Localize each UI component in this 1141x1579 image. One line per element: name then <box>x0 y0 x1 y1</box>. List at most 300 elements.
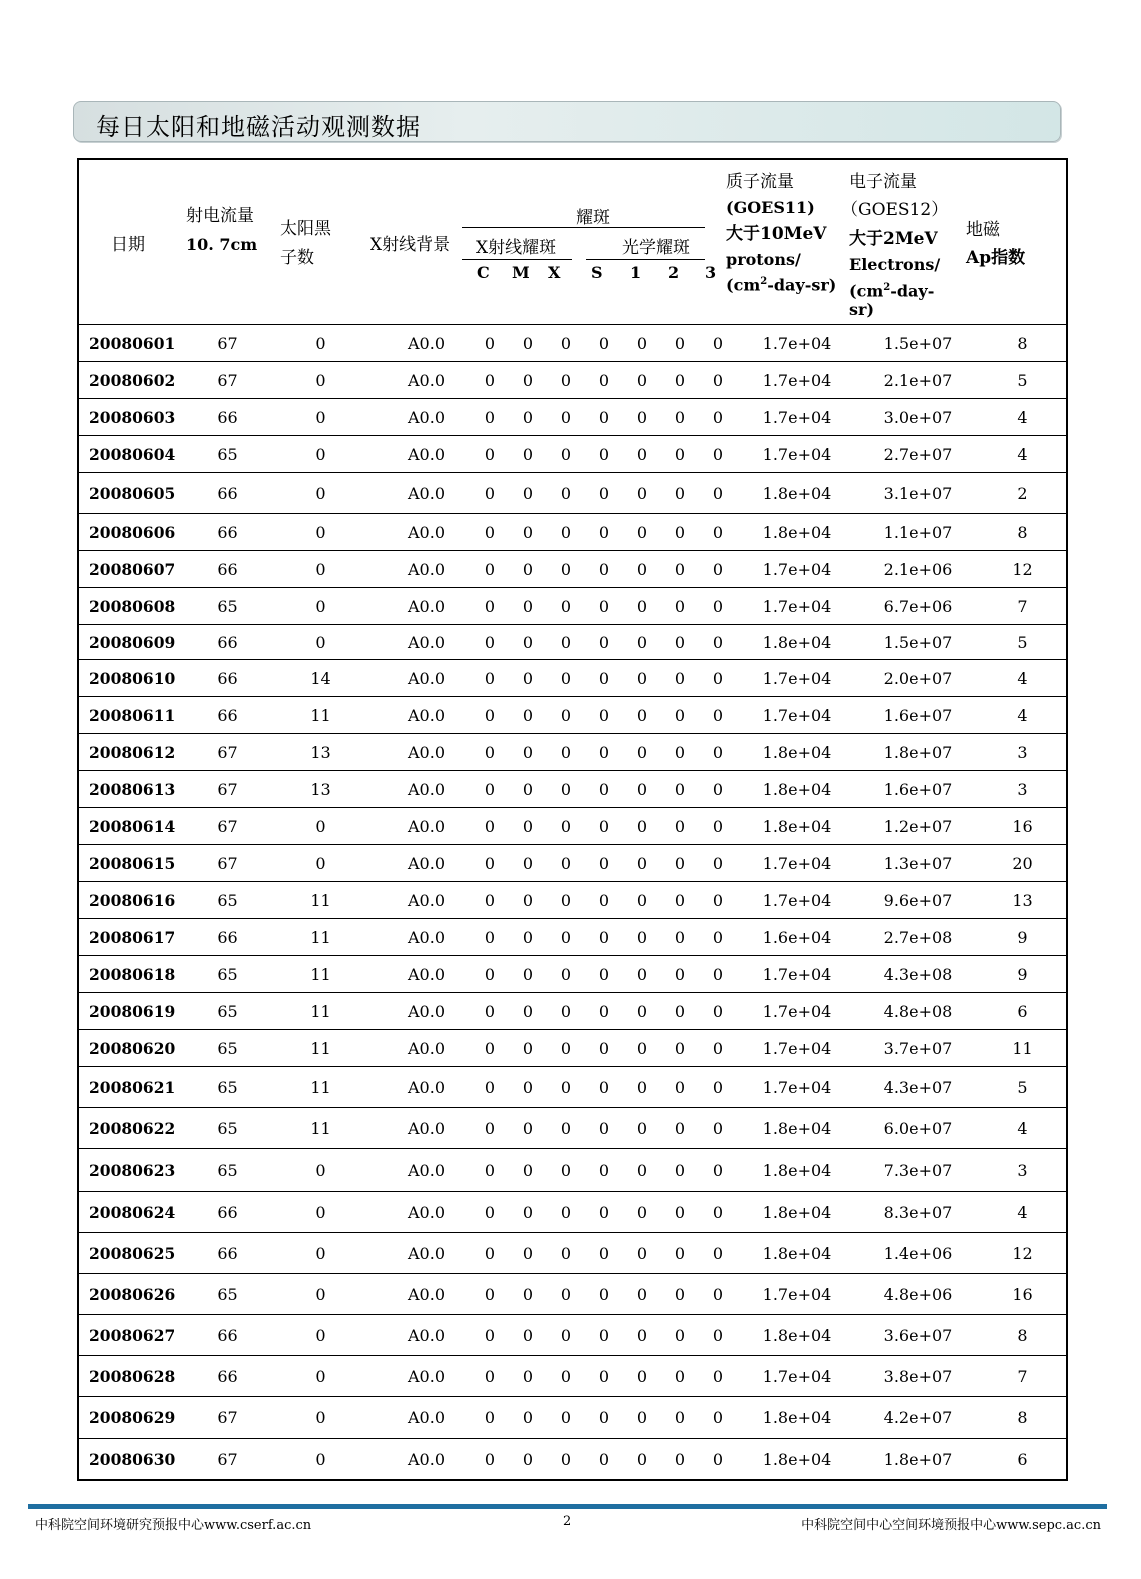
s-cell: 0 <box>585 551 623 588</box>
sunspot-cell: 11 <box>274 882 367 919</box>
header-flares: 耀斑 <box>576 208 610 228</box>
x-cell: 0 <box>547 771 585 808</box>
m-cell: 0 <box>509 1149 547 1192</box>
x-cell: 0 <box>547 1397 585 1439</box>
xray-bg-cell: A0.0 <box>367 514 471 551</box>
electron-cell: 1.8e+07 <box>857 734 979 771</box>
c-cell: 0 <box>471 362 509 399</box>
header-proton-5: $(cm^2-day-sr)$ <box>726 275 837 295</box>
flux-cell: 66 <box>181 1315 274 1356</box>
opt2-cell: 0 <box>661 1315 699 1356</box>
proton-cell: 1.8e+04 <box>737 1397 857 1439</box>
m-cell: 0 <box>509 551 547 588</box>
sunspot-cell: 0 <box>274 473 367 514</box>
c-cell: 0 <box>471 514 509 551</box>
opt1-cell: 0 <box>623 325 661 362</box>
date-cell: 20080624 <box>78 1192 181 1233</box>
date-cell: 20080626 <box>78 1274 181 1315</box>
opt3-cell: 0 <box>699 514 737 551</box>
s-cell: 0 <box>585 1067 623 1108</box>
page-number: 2 <box>563 1514 572 1529</box>
sunspot-cell: 11 <box>274 1108 367 1149</box>
date-cell: 20080602 <box>78 362 181 399</box>
table-row <box>78 919 1067 956</box>
date-cell: 20080621 <box>78 1067 181 1108</box>
sunspot-cell: 11 <box>274 993 367 1030</box>
s-cell: 0 <box>585 1030 623 1067</box>
flux-cell: 67 <box>181 1397 274 1439</box>
m-cell: 0 <box>509 1356 547 1397</box>
sunspot-cell: 0 <box>274 1149 367 1192</box>
s-cell: 0 <box>585 1397 623 1439</box>
sunspot-cell: 0 <box>274 1233 367 1274</box>
ap-cell: 4 <box>979 660 1067 697</box>
date-cell: 20080619 <box>78 993 181 1030</box>
flux-cell: 66 <box>181 473 274 514</box>
electron-cell: 6.0e+07 <box>857 1108 979 1149</box>
xray-bg-cell: A0.0 <box>367 1274 471 1315</box>
c-cell: 0 <box>471 1108 509 1149</box>
x-cell: 0 <box>547 514 585 551</box>
opt3-cell: 0 <box>699 1315 737 1356</box>
xray-bg-cell: A0.0 <box>367 1149 471 1192</box>
date-cell: 20080608 <box>78 588 181 625</box>
sunspot-cell: 0 <box>274 808 367 845</box>
opt1-cell: 0 <box>623 1356 661 1397</box>
s-cell: 0 <box>585 436 623 473</box>
s-cell: 0 <box>585 1233 623 1274</box>
xray-flares-rule <box>462 259 572 260</box>
flux-cell: 65 <box>181 956 274 993</box>
s-cell: 0 <box>585 1439 623 1481</box>
c-cell: 0 <box>471 551 509 588</box>
opt3-cell: 0 <box>699 588 737 625</box>
opt2-cell: 0 <box>661 919 699 956</box>
flux-cell: 66 <box>181 660 274 697</box>
table-row <box>78 1067 1067 1108</box>
header-flux-2: 10. 7cm <box>186 235 258 254</box>
sunspot-cell: 0 <box>274 1192 367 1233</box>
ap-cell: 8 <box>979 1315 1067 1356</box>
proton-cell: 1.6e+04 <box>737 919 857 956</box>
opt1-cell: 0 <box>623 1067 661 1108</box>
flux-cell: 66 <box>181 551 274 588</box>
ap-cell: 4 <box>979 697 1067 734</box>
flux-cell: 66 <box>181 625 274 660</box>
xray-bg-cell: A0.0 <box>367 1108 471 1149</box>
table-row <box>78 514 1067 551</box>
m-cell: 0 <box>509 734 547 771</box>
electron-cell: 4.8e+08 <box>857 993 979 1030</box>
date-cell: 20080627 <box>78 1315 181 1356</box>
opt2-cell: 0 <box>661 882 699 919</box>
date-cell: 20080609 <box>78 625 181 660</box>
m-cell: 0 <box>509 1439 547 1481</box>
opt1-cell: 0 <box>623 362 661 399</box>
ap-cell: 8 <box>979 514 1067 551</box>
ap-cell: 5 <box>979 625 1067 660</box>
xray-bg-cell: A0.0 <box>367 660 471 697</box>
opt2-cell: 0 <box>661 436 699 473</box>
ap-cell: 4 <box>979 436 1067 473</box>
date-cell: 20080611 <box>78 697 181 734</box>
sunspot-cell: 13 <box>274 734 367 771</box>
m-cell: 0 <box>509 1315 547 1356</box>
m-cell: 0 <box>509 1192 547 1233</box>
header-c: C <box>477 263 490 282</box>
table-row <box>78 734 1067 771</box>
opt3-cell: 0 <box>699 1108 737 1149</box>
opt2-cell: 0 <box>661 956 699 993</box>
header-electron-6: sr) <box>849 300 875 319</box>
date-cell: 20080628 <box>78 1356 181 1397</box>
date-cell: 20080614 <box>78 808 181 845</box>
xray-bg-cell: A0.0 <box>367 845 471 882</box>
table-row <box>78 771 1067 808</box>
header-m: M <box>512 263 530 282</box>
flares-rule <box>462 227 705 228</box>
date-cell: 20080618 <box>78 956 181 993</box>
opt3-cell: 0 <box>699 845 737 882</box>
table-row <box>78 1192 1067 1233</box>
xray-bg-cell: A0.0 <box>367 956 471 993</box>
c-cell: 0 <box>471 660 509 697</box>
opt1-cell: 0 <box>623 734 661 771</box>
flux-cell: 65 <box>181 1108 274 1149</box>
proton-cell: 1.7e+04 <box>737 362 857 399</box>
flux-cell: 67 <box>181 1439 274 1481</box>
sunspot-cell: 0 <box>274 845 367 882</box>
xray-bg-cell: A0.0 <box>367 919 471 956</box>
electron-cell: 4.8e+06 <box>857 1274 979 1315</box>
date-cell: 20080620 <box>78 1030 181 1067</box>
s-cell: 0 <box>585 1274 623 1315</box>
c-cell: 0 <box>471 1030 509 1067</box>
proton-cell: 1.7e+04 <box>737 436 857 473</box>
opt3-cell: 0 <box>699 882 737 919</box>
s-cell: 0 <box>585 399 623 436</box>
opt3-cell: 0 <box>699 1192 737 1233</box>
flux-cell: 66 <box>181 514 274 551</box>
x-cell: 0 <box>547 473 585 514</box>
flux-cell: 66 <box>181 1233 274 1274</box>
electron-cell: 3.8e+07 <box>857 1356 979 1397</box>
m-cell: 0 <box>509 325 547 362</box>
ap-cell: 6 <box>979 993 1067 1030</box>
table-row <box>78 697 1067 734</box>
opt3-cell: 0 <box>699 993 737 1030</box>
date-cell: 20080623 <box>78 1149 181 1192</box>
x-cell: 0 <box>547 1067 585 1108</box>
opt2-cell: 0 <box>661 325 699 362</box>
ap-cell: 20 <box>979 845 1067 882</box>
s-cell: 0 <box>585 919 623 956</box>
xray-bg-cell: A0.0 <box>367 1439 471 1481</box>
opt2-cell: 0 <box>661 625 699 660</box>
opt1-cell: 0 <box>623 436 661 473</box>
ap-cell: 7 <box>979 1356 1067 1397</box>
sunspot-cell: 0 <box>274 1315 367 1356</box>
proton-cell: 1.8e+04 <box>737 473 857 514</box>
header-electron-2: （GOES12） <box>841 200 949 220</box>
header-ap-2: Ap指数 <box>966 248 1026 268</box>
proton-cell: 1.7e+04 <box>737 1067 857 1108</box>
opt3-cell: 0 <box>699 808 737 845</box>
header-optical-flares: 光学耀斑 <box>622 238 690 258</box>
header-date: 日期 <box>111 235 145 255</box>
m-cell: 0 <box>509 808 547 845</box>
sunspot-cell: 11 <box>274 956 367 993</box>
proton-cell: 1.7e+04 <box>737 551 857 588</box>
table-row <box>78 1233 1067 1274</box>
s-cell: 0 <box>585 1356 623 1397</box>
opt1-cell: 0 <box>623 399 661 436</box>
x-cell: 0 <box>547 1030 585 1067</box>
m-cell: 0 <box>509 956 547 993</box>
c-cell: 0 <box>471 919 509 956</box>
ap-cell: 9 <box>979 919 1067 956</box>
footer-rule <box>28 1504 1107 1509</box>
sunspot-cell: 0 <box>274 514 367 551</box>
m-cell: 0 <box>509 919 547 956</box>
table-row <box>78 362 1067 399</box>
c-cell: 0 <box>471 1233 509 1274</box>
x-cell: 0 <box>547 362 585 399</box>
activity-table <box>77 158 1068 1481</box>
date-cell: 20080605 <box>78 473 181 514</box>
flux-cell: 65 <box>181 588 274 625</box>
x-cell: 0 <box>547 625 585 660</box>
opt2-cell: 0 <box>661 588 699 625</box>
opt2-cell: 0 <box>661 1439 699 1481</box>
table-row <box>78 1315 1067 1356</box>
header-ap-1: 地磁 <box>966 220 1000 240</box>
page-title: 每日太阳和地磁活动观测数据 <box>96 113 421 141</box>
sunspot-cell: 0 <box>274 1439 367 1481</box>
table-row <box>78 399 1067 436</box>
c-cell: 0 <box>471 1192 509 1233</box>
proton-cell: 1.8e+04 <box>737 1108 857 1149</box>
m-cell: 0 <box>509 993 547 1030</box>
footer-right: 中科院空间中心空间环境预报中心www.sepc.ac.cn <box>801 1518 1101 1533</box>
header-s: S <box>591 263 603 282</box>
proton-cell: 1.7e+04 <box>737 697 857 734</box>
opt2-cell: 0 <box>661 1356 699 1397</box>
proton-cell: 1.8e+04 <box>737 734 857 771</box>
opt3-cell: 0 <box>699 919 737 956</box>
opt1-cell: 0 <box>623 882 661 919</box>
ap-cell: 6 <box>979 1439 1067 1481</box>
opt3-cell: 0 <box>699 551 737 588</box>
opt3-cell: 0 <box>699 625 737 660</box>
header-spots-2: 子数 <box>280 248 314 268</box>
electron-cell: 8.3e+07 <box>857 1192 979 1233</box>
xray-bg-cell: A0.0 <box>367 551 471 588</box>
m-cell: 0 <box>509 588 547 625</box>
table-row <box>78 625 1067 660</box>
opt1-cell: 0 <box>623 993 661 1030</box>
opt2-cell: 0 <box>661 551 699 588</box>
s-cell: 0 <box>585 588 623 625</box>
electron-cell: 2.1e+07 <box>857 362 979 399</box>
c-cell: 0 <box>471 771 509 808</box>
opt1-cell: 0 <box>623 660 661 697</box>
proton-cell: 1.8e+04 <box>737 514 857 551</box>
ap-cell: 8 <box>979 325 1067 362</box>
sunspot-cell: 0 <box>274 551 367 588</box>
flux-cell: 66 <box>181 919 274 956</box>
m-cell: 0 <box>509 1108 547 1149</box>
xray-bg-cell: A0.0 <box>367 588 471 625</box>
c-cell: 0 <box>471 588 509 625</box>
opt1-cell: 0 <box>623 473 661 514</box>
ap-cell: 16 <box>979 808 1067 845</box>
opt1-cell: 0 <box>623 514 661 551</box>
m-cell: 0 <box>509 625 547 660</box>
c-cell: 0 <box>471 808 509 845</box>
proton-cell: 1.8e+04 <box>737 1233 857 1274</box>
header-opt-3: 3 <box>705 263 717 282</box>
electron-cell: 3.0e+07 <box>857 399 979 436</box>
s-cell: 0 <box>585 956 623 993</box>
flux-cell: 65 <box>181 1274 274 1315</box>
xray-bg-cell: A0.0 <box>367 362 471 399</box>
flux-cell: 66 <box>181 1192 274 1233</box>
s-cell: 0 <box>585 697 623 734</box>
x-cell: 0 <box>547 882 585 919</box>
s-cell: 0 <box>585 734 623 771</box>
electron-cell: 3.7e+07 <box>857 1030 979 1067</box>
date-cell: 20080604 <box>78 436 181 473</box>
ap-cell: 4 <box>979 1108 1067 1149</box>
ap-cell: 9 <box>979 956 1067 993</box>
m-cell: 0 <box>509 1030 547 1067</box>
x-cell: 0 <box>547 436 585 473</box>
ap-cell: 4 <box>979 399 1067 436</box>
x-cell: 0 <box>547 660 585 697</box>
ap-cell: 16 <box>979 1274 1067 1315</box>
electron-cell: 1.5e+07 <box>857 625 979 660</box>
opt3-cell: 0 <box>699 1439 737 1481</box>
date-cell: 20080617 <box>78 919 181 956</box>
proton-cell: 1.8e+04 <box>737 1149 857 1192</box>
sunspot-cell: 0 <box>274 1397 367 1439</box>
proton-cell: 1.8e+04 <box>737 808 857 845</box>
s-cell: 0 <box>585 1149 623 1192</box>
opt2-cell: 0 <box>661 1274 699 1315</box>
xray-bg-cell: A0.0 <box>367 808 471 845</box>
date-cell: 20080612 <box>78 734 181 771</box>
flux-cell: 65 <box>181 882 274 919</box>
sunspot-cell: 0 <box>274 436 367 473</box>
c-cell: 0 <box>471 1067 509 1108</box>
electron-cell: 2.0e+07 <box>857 660 979 697</box>
opt1-cell: 0 <box>623 697 661 734</box>
table-row <box>78 845 1067 882</box>
opt2-cell: 0 <box>661 1233 699 1274</box>
xray-bg-cell: A0.0 <box>367 1067 471 1108</box>
opt2-cell: 0 <box>661 1397 699 1439</box>
table-row <box>78 436 1067 473</box>
sunspot-cell: 11 <box>274 1030 367 1067</box>
s-cell: 0 <box>585 1108 623 1149</box>
s-cell: 0 <box>585 808 623 845</box>
c-cell: 0 <box>471 845 509 882</box>
s-cell: 0 <box>585 1192 623 1233</box>
flux-cell: 65 <box>181 1149 274 1192</box>
m-cell: 0 <box>509 1274 547 1315</box>
header-electron-1: 电子流量 <box>849 172 917 192</box>
x-cell: 0 <box>547 588 585 625</box>
header-electron-4: Electrons/ <box>849 255 941 274</box>
opt1-cell: 0 <box>623 1108 661 1149</box>
m-cell: 0 <box>509 845 547 882</box>
xray-bg-cell: A0.0 <box>367 882 471 919</box>
x-cell: 0 <box>547 325 585 362</box>
electron-cell: 2.7e+08 <box>857 919 979 956</box>
x-cell: 0 <box>547 1274 585 1315</box>
m-cell: 0 <box>509 1233 547 1274</box>
s-cell: 0 <box>585 1315 623 1356</box>
m-cell: 0 <box>509 473 547 514</box>
opt3-cell: 0 <box>699 956 737 993</box>
header-electron-3: 大于2MeV <box>849 229 938 249</box>
table-row <box>78 325 1067 362</box>
c-cell: 0 <box>471 1439 509 1481</box>
date-cell: 20080601 <box>78 325 181 362</box>
flux-cell: 66 <box>181 697 274 734</box>
x-cell: 0 <box>547 734 585 771</box>
opt2-cell: 0 <box>661 514 699 551</box>
c-cell: 0 <box>471 1397 509 1439</box>
xray-bg-cell: A0.0 <box>367 436 471 473</box>
c-cell: 0 <box>471 734 509 771</box>
proton-cell: 1.7e+04 <box>737 1030 857 1067</box>
electron-cell: 2.7e+07 <box>857 436 979 473</box>
c-cell: 0 <box>471 697 509 734</box>
opt2-cell: 0 <box>661 1108 699 1149</box>
x-cell: 0 <box>547 551 585 588</box>
x-cell: 0 <box>547 919 585 956</box>
opt2-cell: 0 <box>661 660 699 697</box>
xray-bg-cell: A0.0 <box>367 399 471 436</box>
m-cell: 0 <box>509 1397 547 1439</box>
flux-cell: 65 <box>181 993 274 1030</box>
opt1-cell: 0 <box>623 919 661 956</box>
opt3-cell: 0 <box>699 399 737 436</box>
xray-bg-cell: A0.0 <box>367 1030 471 1067</box>
opt2-cell: 0 <box>661 993 699 1030</box>
date-cell: 20080607 <box>78 551 181 588</box>
opt2-cell: 0 <box>661 697 699 734</box>
date-cell: 20080622 <box>78 1108 181 1149</box>
proton-cell: 1.8e+04 <box>737 771 857 808</box>
table-row <box>78 473 1067 514</box>
proton-cell: 1.7e+04 <box>737 956 857 993</box>
table-row <box>78 956 1067 993</box>
opt3-cell: 0 <box>699 1356 737 1397</box>
table-row <box>78 1356 1067 1397</box>
opt3-cell: 0 <box>699 473 737 514</box>
proton-cell: 1.7e+04 <box>737 660 857 697</box>
s-cell: 0 <box>585 771 623 808</box>
opt1-cell: 0 <box>623 1315 661 1356</box>
date-cell: 20080606 <box>78 514 181 551</box>
opt1-cell: 0 <box>623 588 661 625</box>
s-cell: 0 <box>585 993 623 1030</box>
xray-bg-cell: A0.0 <box>367 625 471 660</box>
proton-cell: 1.7e+04 <box>737 845 857 882</box>
